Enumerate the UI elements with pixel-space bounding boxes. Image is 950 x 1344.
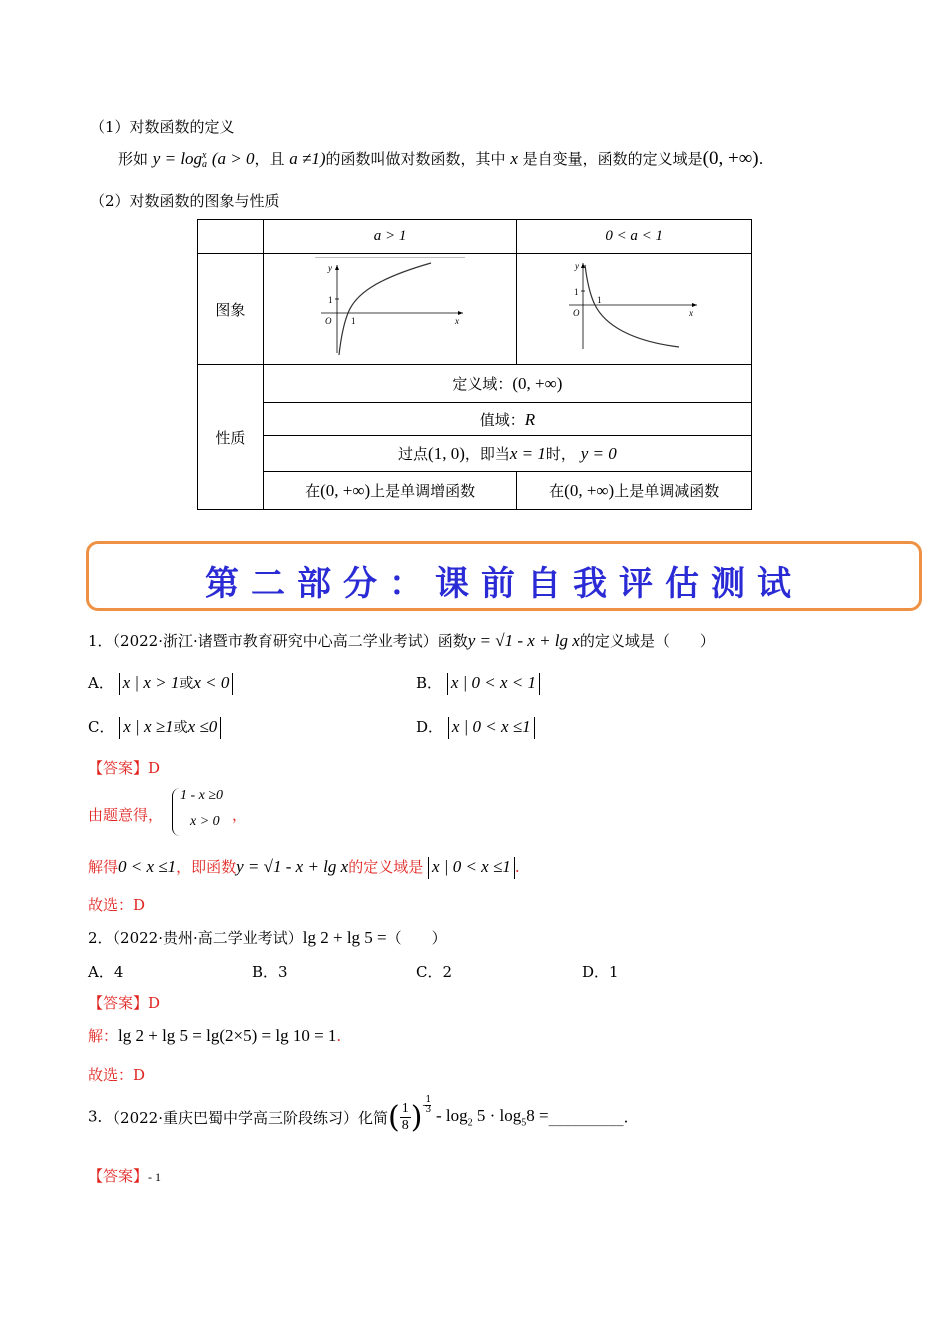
graph-label-x: x — [455, 316, 460, 326]
q1-system-line-2: x > 0 — [190, 814, 220, 829]
q2-option-c[interactable]: C．2 — [416, 963, 453, 981]
q1-option-b[interactable]: B． x | 0 < x < 1 — [416, 672, 540, 695]
q3-exponent: - $\frac{1}{3}$ — [422, 1095, 432, 1115]
graph-label-y: y — [575, 261, 580, 271]
q2-solution: 解：lg 2 + lg 5 = lg(2×5) = lg 10 = 1. — [88, 1026, 342, 1045]
q1-solution-intro: 由题意得， — [88, 806, 164, 824]
question-1-stem: 1．（2022·浙江·诸暨市教育研究中心高二学业考试）函数y = √1 - x + lg x的定义域是（ ） — [88, 631, 715, 650]
question-3-stem: 3．（2022·重庆巴蜀中学高三阶段练习）化简( $\frac{1}{8}$ )- $\frac{1}{3}$ - $\log_2 5 \cdot \log_58$ =__________. — [88, 1095, 629, 1135]
header-a-greater-1: a > 1 — [263, 220, 517, 254]
x-axis-arrow — [692, 303, 697, 307]
property-range: 值域：R — [263, 403, 751, 436]
property-domain: 定义域：(0, +∞) — [263, 365, 751, 403]
graph-increasing-log — [315, 257, 465, 357]
q1-answer-tag: 【答案】D — [88, 759, 161, 777]
decreasing-curve — [585, 265, 679, 347]
section-banner — [86, 541, 922, 611]
log-function-properties-table — [197, 219, 752, 510]
header-a-between-0-1: 0 < a < 1 — [517, 220, 752, 254]
row-label-graph: 图象 — [198, 254, 264, 365]
graph-label-one-y: 1 — [574, 287, 579, 297]
table-corner-cell — [198, 220, 264, 254]
log-formula: y = log x a — [152, 149, 208, 171]
y-axis-arrow — [581, 263, 585, 268]
question-2-stem: 2．（2022·贵州·高二学业考试）lg 2 + lg 5 =（ ） — [88, 928, 447, 947]
graph-cell-increasing — [263, 254, 517, 365]
property-monotonic-decreasing: 在(0, +∞)上是单调减函数 — [517, 472, 752, 510]
q2-conclusion: 故选：D — [88, 1066, 146, 1084]
graph-label-y: y — [328, 263, 333, 273]
graph-label-one-y: 1 — [328, 295, 333, 305]
q1-system-brace — [172, 788, 180, 836]
banner-title: 第二部分：课前自我评估测试 — [205, 564, 803, 604]
q2-option-b[interactable]: B．3 — [252, 963, 288, 981]
row-label-properties: 性质 — [198, 365, 264, 510]
graph-label-origin: O — [573, 308, 580, 318]
increasing-curve — [339, 263, 431, 355]
q1-solution-result: 解得0 < x ≤1，即函数y = √1 - x + lg x的定义域是 x | 0 < x ≤1 . — [88, 856, 520, 879]
q1-option-c[interactable]: C． x | x ≥1或x ≤0 — [88, 716, 221, 739]
q3-fraction: $\frac{1}{8}$ — [401, 1101, 409, 1133]
q1-option-a[interactable]: A． x | x > 1或x < 0 — [88, 672, 233, 695]
definition-line: 形如 y = log x a (a > 0，且 a ≠1)的函数叫做对数函数，其中 x 是自变量，函数的定义域是(0, +∞). — [118, 148, 764, 171]
q3-answer: 【答案】- 1 — [88, 1167, 162, 1185]
q2-answer-tag: 【答案】D — [88, 994, 161, 1012]
property-monotonic-increasing: 在(0, +∞)上是单调增函数 — [263, 472, 517, 510]
q2-option-a[interactable]: A．4 — [88, 963, 124, 981]
q1-function-formula: y = √1 - x + lg x — [467, 631, 580, 650]
graph-label-x: x — [689, 308, 694, 318]
q1-conclusion: 故选：D — [88, 896, 146, 914]
graph-label-origin: O — [325, 316, 332, 326]
q2-option-d[interactable]: D．1 — [582, 963, 619, 981]
graph-label-one-x: 1 — [597, 295, 602, 305]
x-axis-arrow — [458, 311, 463, 315]
domain-value: (0, +∞) — [702, 148, 759, 169]
graph-decreasing-log — [569, 259, 699, 355]
section-heading-definition: （1）对数函数的定义 — [90, 118, 235, 136]
graph-cell-decreasing — [517, 254, 752, 365]
q3-answer-blank[interactable]: __________ — [548, 1108, 624, 1127]
q1-option-d[interactable]: D． x | 0 < x ≤1 — [416, 716, 535, 739]
property-fixed-point: 过点(1, 0)，即当x = 1时， y = 0 — [263, 436, 751, 472]
graph-label-one-x: 1 — [351, 316, 356, 326]
q1-system-line-1: 1 - x ≥0 — [180, 788, 224, 803]
y-axis-arrow — [335, 265, 339, 270]
section-heading-graph-properties: （2）对数函数的图象与性质 — [90, 192, 280, 210]
